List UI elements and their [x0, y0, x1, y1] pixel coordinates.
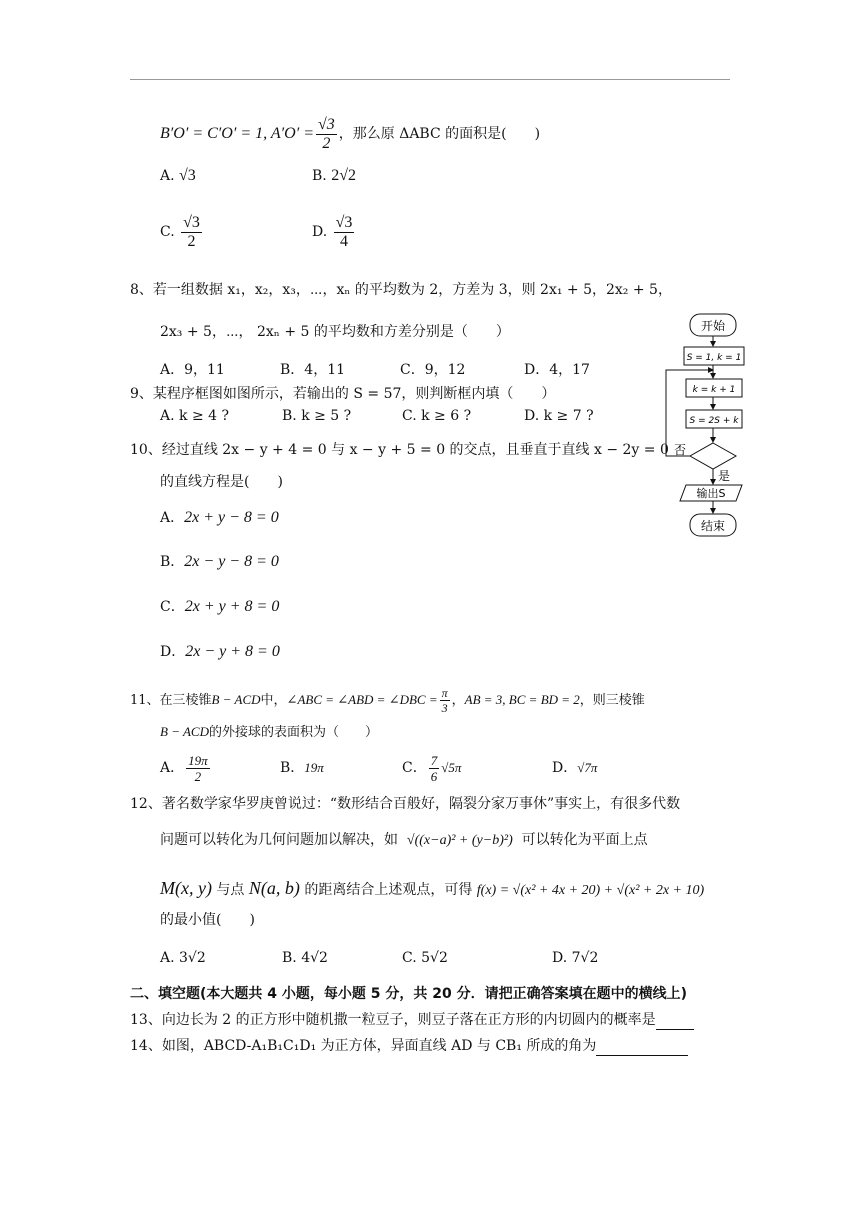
q12-math-4: f(x) = √(x² + 4x + 20) + √(x² + 2x + 10) — [476, 883, 705, 898]
section2-title: 二、填空题(本大题共 4 小题，每小题 5 分，共 20 分．请把正确答案填在题中的横线上) — [130, 986, 688, 1002]
q11-math-4: B − ACD — [160, 724, 209, 739]
q7-frac-num: √3 — [317, 115, 335, 133]
q10-option-b-letter: B． — [160, 554, 185, 570]
flow-output-label: 输出S — [696, 487, 726, 500]
q10-line2: 的直线方程是( ) — [160, 474, 283, 490]
q12-option-c[interactable]: C. 5√2 — [402, 950, 448, 966]
q11-option-d-value: √7π — [577, 760, 598, 775]
q11-option-c-tail: √5π — [441, 760, 462, 775]
q11-text-1: 11、在三棱锥 — [130, 693, 212, 708]
q12-math-2: M(x, y) — [160, 878, 212, 898]
q9-stem: 9、某程序框图如图所示，若输出的 S = 57，则判断框内填（ ） — [130, 386, 556, 402]
flow-step1-label: k = k + 1 — [692, 385, 736, 395]
q8-line1: 8、若一组数据 x₁，x₂，x₃，⋯，xₙ 的平均数为 2，方差为 3，则 2x₁ + 5，2x₂ + 5， — [130, 282, 672, 298]
q9-option-c[interactable]: C. k ≥ 6 ? — [402, 408, 472, 424]
flow-step2-label: S = 2S + k — [689, 416, 739, 426]
flow-no-label: 否 — [674, 443, 687, 457]
q7-option-a-value: √3 — [179, 167, 196, 184]
q10-option-a[interactable] — [160, 508, 279, 528]
q10-option-c-eq: 2x + y + 8 = 0 — [184, 598, 280, 615]
q7-option-d-letter: D. — [312, 224, 328, 240]
q7-option-d-den: 4 — [340, 232, 349, 250]
q11-option-c-num: 7 — [430, 752, 438, 768]
q13-stem — [130, 1010, 694, 1030]
q7-option-b-value: 2√2 — [331, 167, 356, 184]
q7-stem-math: B′O′ = C′O′ = 1, A′O′ = — [160, 125, 314, 142]
q12-text-3: 与点 — [216, 882, 245, 898]
q7-stem-text: ，那么原 ΔABC 的面积是( ) — [338, 126, 541, 142]
q7-option-a[interactable] — [160, 166, 196, 186]
q7-stem — [160, 112, 540, 156]
q12-line3 — [160, 878, 704, 901]
q12-line1: 12、著名数学家华罗庚曾说过：“数形结合百般好，隔裂分家万事休”事实上，有很多代数 — [130, 796, 681, 812]
q10-option-b-eq: 2x − y − 8 = 0 — [184, 553, 279, 570]
q11-text-3: ， — [451, 693, 465, 708]
q9-option-d[interactable]: D. k ≥ 7 ? — [524, 408, 594, 424]
q11-line2 — [160, 722, 378, 743]
q11-math-2: ∠ABC = ∠ABD = ∠DBC = — [286, 692, 438, 707]
q11-option-a[interactable] — [160, 750, 212, 786]
q8-option-d[interactable]: D．4，17 — [524, 362, 590, 378]
q7-option-c-letter: C. — [160, 224, 175, 240]
q12-option-d[interactable]: D. 7√2 — [552, 950, 599, 966]
q13-answer-blank[interactable] — [656, 1013, 694, 1030]
q7-option-b[interactable] — [312, 166, 356, 186]
q12-math-3: N(a, b) — [248, 878, 300, 898]
q12-math-1: √((x−a)² + (y−b)²) — [406, 833, 513, 848]
q11-text-2: 中， — [260, 693, 287, 708]
q10-option-c[interactable] — [160, 597, 279, 617]
q11-frac-den: 3 — [441, 701, 448, 715]
q10-option-b[interactable] — [160, 552, 279, 572]
q12-option-a[interactable]: A. 3√2 — [160, 950, 206, 966]
q13-text: 13、向边长为 2 的正方形中随机撒一粒豆子，则豆子落在正方形的内切圆内的概率是 — [130, 1012, 656, 1028]
q11-option-b[interactable] — [280, 758, 324, 778]
q11-option-c-letter: C． — [402, 760, 427, 776]
q14-text: 14、如图，ABCD-A₁B₁C₁D₁ 为正方体，异面直线 AD 与 CB₁ 所成的角为 — [130, 1038, 597, 1054]
q11-math-3: AB = 3, BC = BD = 2 — [464, 692, 580, 707]
q10-option-a-letter: A． — [160, 510, 185, 526]
q12-text-4: 的距离结合上述观点，可得 — [304, 882, 473, 898]
q7-option-d-num: √3 — [335, 213, 353, 231]
q11-option-b-letter: B． — [280, 760, 305, 776]
q7-option-d-fraction — [334, 214, 355, 251]
q10-option-c-letter: C． — [160, 599, 185, 615]
q7-option-d[interactable] — [312, 210, 356, 254]
q9-option-b[interactable]: B. k ≥ 5 ? — [282, 408, 352, 424]
flow-init-label: S = 1, k = 1 — [686, 353, 742, 363]
q12-line4: 的最小值( ) — [160, 912, 255, 928]
q11-text-5: 的外接球的表面积为（ ） — [208, 725, 378, 740]
q8-option-b[interactable]: B．4，11 — [280, 362, 346, 378]
q8-option-c[interactable]: C．9，12 — [400, 362, 466, 378]
q10-option-a-eq: 2x + y − 8 = 0 — [184, 509, 279, 526]
flow-end-label: 结束 — [700, 519, 726, 533]
q11-option-a-letter: A． — [160, 760, 185, 776]
q10-line1: 10、经过直线 2x − y + 4 = 0 与 x − y + 5 = 0 的交点，且垂直于直线 x − 2y = 0 — [130, 442, 669, 458]
header-rule — [130, 79, 730, 80]
q11-option-c-fraction — [429, 753, 440, 784]
q8-option-a[interactable]: A．9，11 — [160, 362, 225, 378]
flowchart — [660, 308, 750, 544]
q7-frac-den: 2 — [322, 134, 331, 152]
q12-text-1: 问题可以转化为几何问题加以解决，如 — [160, 832, 398, 848]
q11-option-b-value: 19π — [304, 760, 324, 775]
q11-option-d[interactable] — [552, 758, 597, 778]
q11-frac-num: π — [441, 686, 448, 700]
flow-decision-diamond — [690, 443, 736, 469]
q14-stem — [130, 1036, 688, 1056]
q9-option-a[interactable]: A. k ≥ 4 ? — [160, 408, 229, 424]
q7-option-c-num: √3 — [183, 213, 200, 231]
q11-math-1: B − ACD — [211, 692, 261, 707]
q7-option-c-den: 2 — [187, 232, 196, 250]
q7-option-c-fraction — [181, 214, 202, 251]
q11-option-c[interactable] — [402, 750, 461, 786]
q11-frac — [440, 686, 450, 715]
q7-stem-fraction — [316, 116, 337, 153]
q11-option-a-num: 19π — [188, 752, 208, 768]
q11-text-4: ，则三棱锥 — [579, 693, 645, 708]
q12-text-2: 可以转化为平面上点 — [521, 832, 648, 848]
q12-line2 — [160, 830, 648, 851]
q7-option-b-letter: B. — [312, 168, 327, 184]
q11-option-c-den: 6 — [430, 768, 438, 784]
q12-option-b[interactable]: B. 4√2 — [282, 950, 328, 966]
q11-option-a-fraction — [186, 753, 210, 784]
q10-option-d-eq: 2x − y + 8 = 0 — [185, 643, 280, 660]
q14-answer-blank[interactable] — [596, 1039, 688, 1056]
q10-option-d-letter: D． — [160, 644, 186, 660]
q10-option-d[interactable] — [160, 642, 280, 662]
q7-option-a-letter: A. — [160, 168, 175, 184]
q11-line1 — [130, 680, 645, 721]
q11-option-d-letter: D． — [552, 760, 578, 776]
q11-option-a-den: 2 — [194, 768, 202, 784]
q8-line2: 2x₃ + 5，⋯， 2xₙ + 5 的平均数和方差分别是（ ） — [160, 324, 510, 340]
flow-start-label: 开始 — [700, 319, 726, 333]
flow-yes-label: 是 — [718, 469, 731, 483]
q7-option-c[interactable] — [160, 210, 204, 254]
